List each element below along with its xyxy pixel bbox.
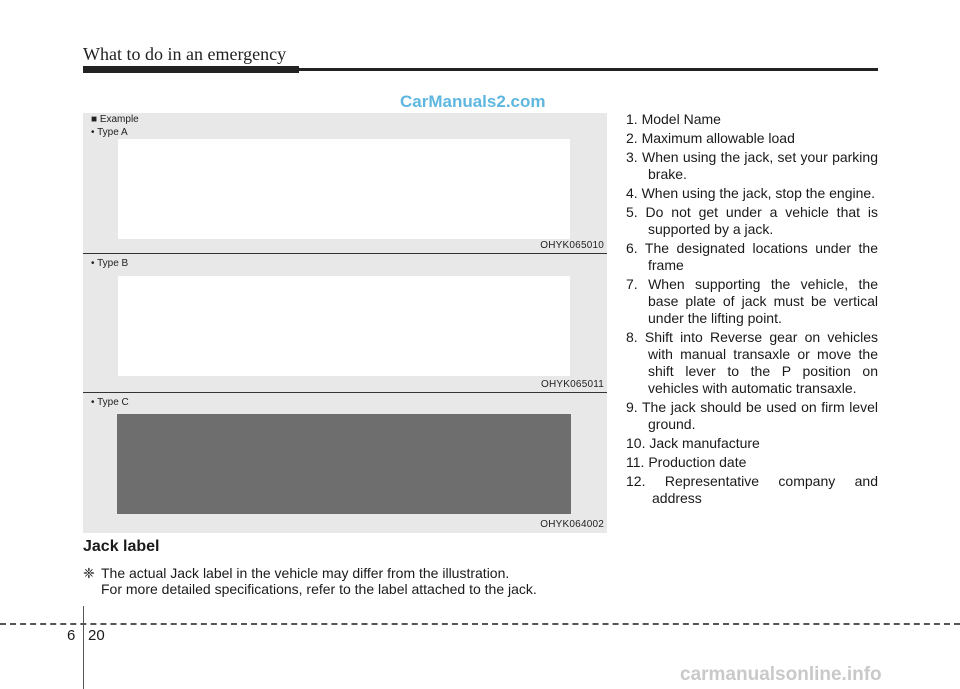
list-item: 4. When using the jack, stop the engine. (626, 185, 876, 201)
footer-dashed-rule (0, 623, 960, 625)
list-item: 8. Shift into Reverse gear on vehicles with manual transaxle or move the shift lever to the P position on vehicles with automatic transaxle. (626, 329, 878, 396)
jack-label-image-a (118, 139, 570, 239)
note-line-2: For more detailed specifications, refer to the label attached to the jack. (101, 581, 537, 597)
list-item: 1. Model Name (626, 111, 721, 127)
list-item: 11. Production date (626, 454, 747, 470)
type-b-label: • Type B (91, 258, 129, 269)
list-item: 9. The jack should be used on firm level ground. (626, 399, 878, 432)
list-item: 3. When using the jack, set your parking brake. (626, 149, 878, 182)
type-a-label: • Type A (91, 127, 128, 138)
figure-panel-type-a (83, 113, 607, 254)
label-items-list (626, 111, 878, 509)
list-item: 7. When supporting the vehicle, the base plate of jack must be vertical under the lifting point. (626, 276, 878, 326)
type-c-label: • Type C (91, 397, 129, 408)
list-item: 10. Jack manufacture (626, 435, 760, 451)
footer-vertical-rule (83, 606, 84, 689)
list-item: 2. Maximum allowable load (626, 130, 795, 146)
figure-panel-type-c (83, 393, 607, 533)
list-item: 5. Do not get under a vehicle that is supported by a jack. (626, 204, 878, 237)
watermark-bottom[interactable]: carmanualsonline.info (680, 664, 882, 685)
example-label: ■ Example (91, 114, 139, 125)
page-number: 20 (88, 627, 105, 644)
note-mark-icon: ❈ (83, 565, 95, 581)
figure-code-c: OHYK064002 (540, 519, 604, 530)
header-tab-bar (83, 66, 299, 73)
figure-panel-type-b (83, 254, 607, 393)
jack-label-image-c (117, 414, 571, 514)
figure-code-a: OHYK065010 (540, 240, 604, 251)
jack-label-image-b (118, 276, 570, 376)
list-item: 12. Representative company and address (626, 473, 878, 506)
page-header-title: What to do in an emergency (83, 44, 287, 64)
figure-code-b: OHYK065011 (541, 379, 604, 390)
list-item: 6. The designated locations under the frame (626, 240, 878, 273)
note-line-1: The actual Jack label in the vehicle may differ from the illustration. (101, 565, 510, 581)
section-title: Jack label (83, 538, 160, 555)
chapter-number: 6 (67, 627, 76, 644)
note-paragraph (83, 565, 603, 597)
watermark-top[interactable]: CarManuals2.com (400, 92, 546, 111)
